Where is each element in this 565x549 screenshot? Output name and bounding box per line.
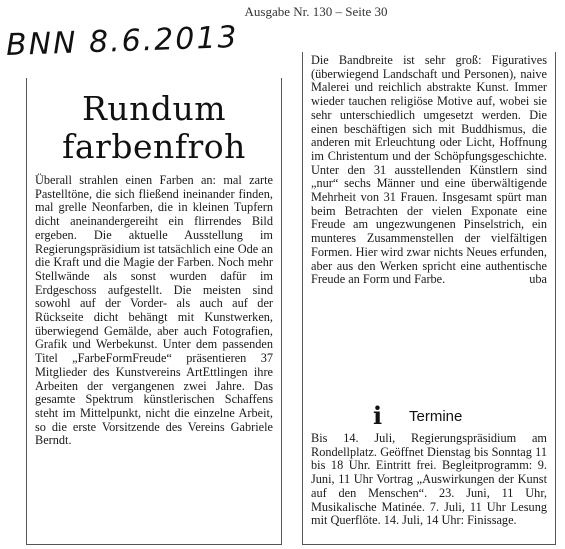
termine-text: Bis 14. Juli, Regierungspräsidium am Rondellplatz. Geöffnet Dienstag bis Sonntag 11 bis 18 Uhr. Eintritt frei. Begleitprogramm: 9. Juni, 11 Uhr Vortrag „Auswirkungen der Kunst auf den Menschen“. 23. Juni, 11 Uhr, Musikalische Matinée. 7. Juli, 11 Uhr Lesung mit Querflöte. 14. Juli, 14 Uhr: Finissage. [311,431,547,528]
author-initials: uba [529,272,547,287]
article-body-right [311,54,547,287]
termine-header [311,401,547,430]
title-line-1: Rundum [81,89,227,128]
article-title [27,90,281,166]
article-body-left: Überall strahlen einen Farben an: mal zarte Pastelltöne, die sich fließend ineinander finden, mal grelle Neonfarben, die in kleinen Tupfern dicht aneinandergereiht ein flirrendes Bild ergeben. Die aktuelle Ausstellung im Regierungspräsidium ist tatsächlich eine Ode an die Kraft und die Magie der Farben. Noch mehr Stellwände als sonst wurden dafür im Erdgeschoss aufgestellt. Die meisten sind sowohl auf der Vorder- als auch auf der Rückseite dicht behängt mit Kunstwerken, überwiegend Gemälde, aber auch Fotografien, Grafik und Werbekunst. Unter dem passenden Titel „FarbeFormFreude“ präsentieren 37 Mitglieder des Kunstvereins ArtEttlingen ihre Arbeiten der vergangenen zwei Jahre. Das gesamte Spektrum künstlerischen Schaffens steht im Mittelpunkt, nicht die einzelne Arbeit, so die erste Vorsitzende des Vereins Gabriele Berndt. [35,173,273,448]
info-icon: i [373,401,383,430]
article-left-column [26,78,282,545]
issue-header: Ausgabe Nr. 130 – Seite 30 [244,4,388,19]
article-body-right-text: Die Bandbreite ist sehr groß: Figuratives (überwiegend Landschaft und Personen), naive Malerei und reichlich abstrakte Kunst. Immer wieder tauchen religiöse Motive auf, wobei sie sehr unterschiedlich umgesetzt werden. Die einen beschäftigen sich mit Buddhismus, die anderen mit Erleuchtung oder Licht, Hoffnung im Christentum und der Schöpfungsgeschichte. Unter den 31 ausstellenden Künstlern sind „nur“ sechs Männer und eine überwältigende Mehrheit von 31 Frauen. Insgesamt spürt man beim Betrachten der vielen Exponate eine Freude am ungezwungenen Pinselstrich, ein munteres Zusammenstellen der vielfältigen Formen. Hier wird zwar nichts Neues erfunden, aber aus den Werken spricht eine authentische Freude an Form und Farbe. [311,53,547,287]
article-right-column [302,52,556,545]
handwritten-date-note: BNN 8.6.2013 [5,19,240,64]
title-line-2: farbenfroh [62,127,246,166]
termine-label: Termine [409,408,463,425]
